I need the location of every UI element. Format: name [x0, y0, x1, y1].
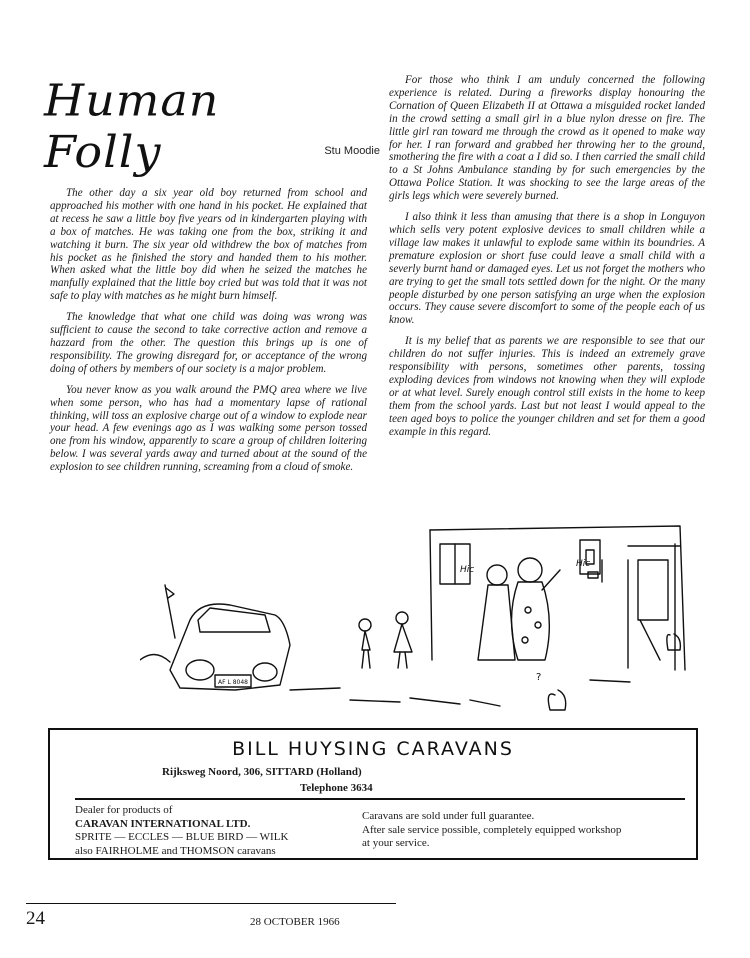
ad-address: Rijksweg Noord, 306, SITTARD (Holland)	[162, 766, 362, 778]
paragraph: You never know as you walk around the PMQ area where we live when some person, who has had a momentary lapse of rational thinking, will toss an explosive charge out of a window to explode near your head. A few evenings ago as I was walking some person tossed one from his window, apparently to scare a group of children loitering below. I was several yards away and turned about at the sound of the explosion to see children running, screaming from a cloud of smoke.	[50, 383, 367, 474]
article-author: Stu Moodie	[324, 145, 380, 157]
paragraph: The knowledge that what one child was doing was wrong was sufficient to cause the second to take corrective action and remove a hazzard from the other. The question this brings up is one of responsibility. The growing disregard for, or acceptance of the wrong doing of others by members of our society is a major problem.	[50, 311, 367, 375]
article-column-left	[50, 187, 367, 482]
ad-divider	[75, 798, 685, 800]
cartoon-illustration	[140, 520, 700, 720]
article-title: Human Folly	[44, 74, 220, 178]
ad-title: BILL HUYSING CARAVANS	[232, 738, 514, 760]
car-drawing	[140, 585, 290, 690]
hic-text-left: Hic	[460, 565, 475, 575]
ad-line: Caravans are sold under full guarantee.	[362, 810, 535, 822]
ad-line: SPRITE — ECCLES — BLUE BIRD — WILK	[75, 831, 289, 843]
question-mark: ?	[536, 672, 542, 683]
issue-date: 28 OCTOBER 1966	[250, 916, 340, 928]
ad-guarantee-info	[362, 810, 692, 851]
license-plate-text: AF L 8048	[218, 679, 248, 686]
paragraph: It is my belief that as parents we are responsible to see that our children do not suffer injuries. This is indeed an extremely grave responsibility with persons, sometimes other parents, tossing exploding devices from windows not knowing when they will explode or at what level. Surely enough control still exists in the home to keep them from the school yards. Last but not least I would appeal to the teen aged boys to police the younger children and set for them a good example in this regard.	[389, 335, 705, 438]
ad-dealer-info	[75, 804, 365, 858]
paragraph: I also think it less than amusing that there is a shop in Longuyon which sells very potent explosive devices to small children while a village law makes it unlawful to explode same within its boundries. A premature explosion or short fuse could leave a small child with a severly burnt hand or damaged eyes. Let us not forget the mothers who are trying to get the small tots settled down for the night. Or the many people disturbed by one person satisfying an urge when the explosion occurs. They cause severe discomfort to some of the people each of us know.	[389, 211, 705, 327]
cat-drawing	[548, 634, 680, 710]
children-drawing	[359, 612, 412, 668]
paragraph: For those who think I am unduly concerned the following experience is related. During a fireworks display honouring the Cornation of Queen Elizabeth II at Ottawa a misguided rocket landed in the crowd setting a small girl in a blue nylon dresse on fire. The little girl ran toward me through the crowd as it opened to make way for her. I ran forward and grabbed her throwing her to the ground, smothering the fire with a coat a I did so. I then carried the small child to a St Johns Ambulance standing by for such emergencies by the Ottawa Police Station. It was shocking to see the large areas of the girls legs which were severely burned.	[389, 74, 705, 203]
ad-line: also FAIRHOLME and THOMSON caravans	[75, 844, 276, 857]
ad-line: After sale service possible, completely equipped workshop	[362, 823, 622, 836]
ad-line: Dealer for products of	[75, 804, 173, 816]
ad-line: at your service.	[362, 837, 430, 849]
footer-divider	[26, 903, 396, 904]
house-drawing	[430, 526, 685, 670]
advertisement-box	[48, 728, 698, 860]
ad-telephone: Telephone 3634	[300, 782, 373, 794]
paragraph: The other day a six year old boy returned from school and approached his mother with one hand in his pocket. He explained that at recess he saw a little boy five years od in kindergarten playing with a box of matches. He was taking one from the box, striking it and watching it burn. The six year old withdrew the box of matches from his pocket as he finished the story and handed them to his mother. When asked what the little boy did when he seized the matches he manfully explained that the little boy cried but was told that it was not safe to play with matches as he might burn himself.	[50, 187, 367, 303]
hic-text-right: Hic	[576, 559, 591, 569]
ad-line: CARAVAN INTERNATIONAL LTD.	[75, 817, 251, 830]
article-column-right	[389, 74, 705, 446]
couple-drawing	[478, 558, 560, 660]
page-number: 24	[26, 908, 45, 929]
